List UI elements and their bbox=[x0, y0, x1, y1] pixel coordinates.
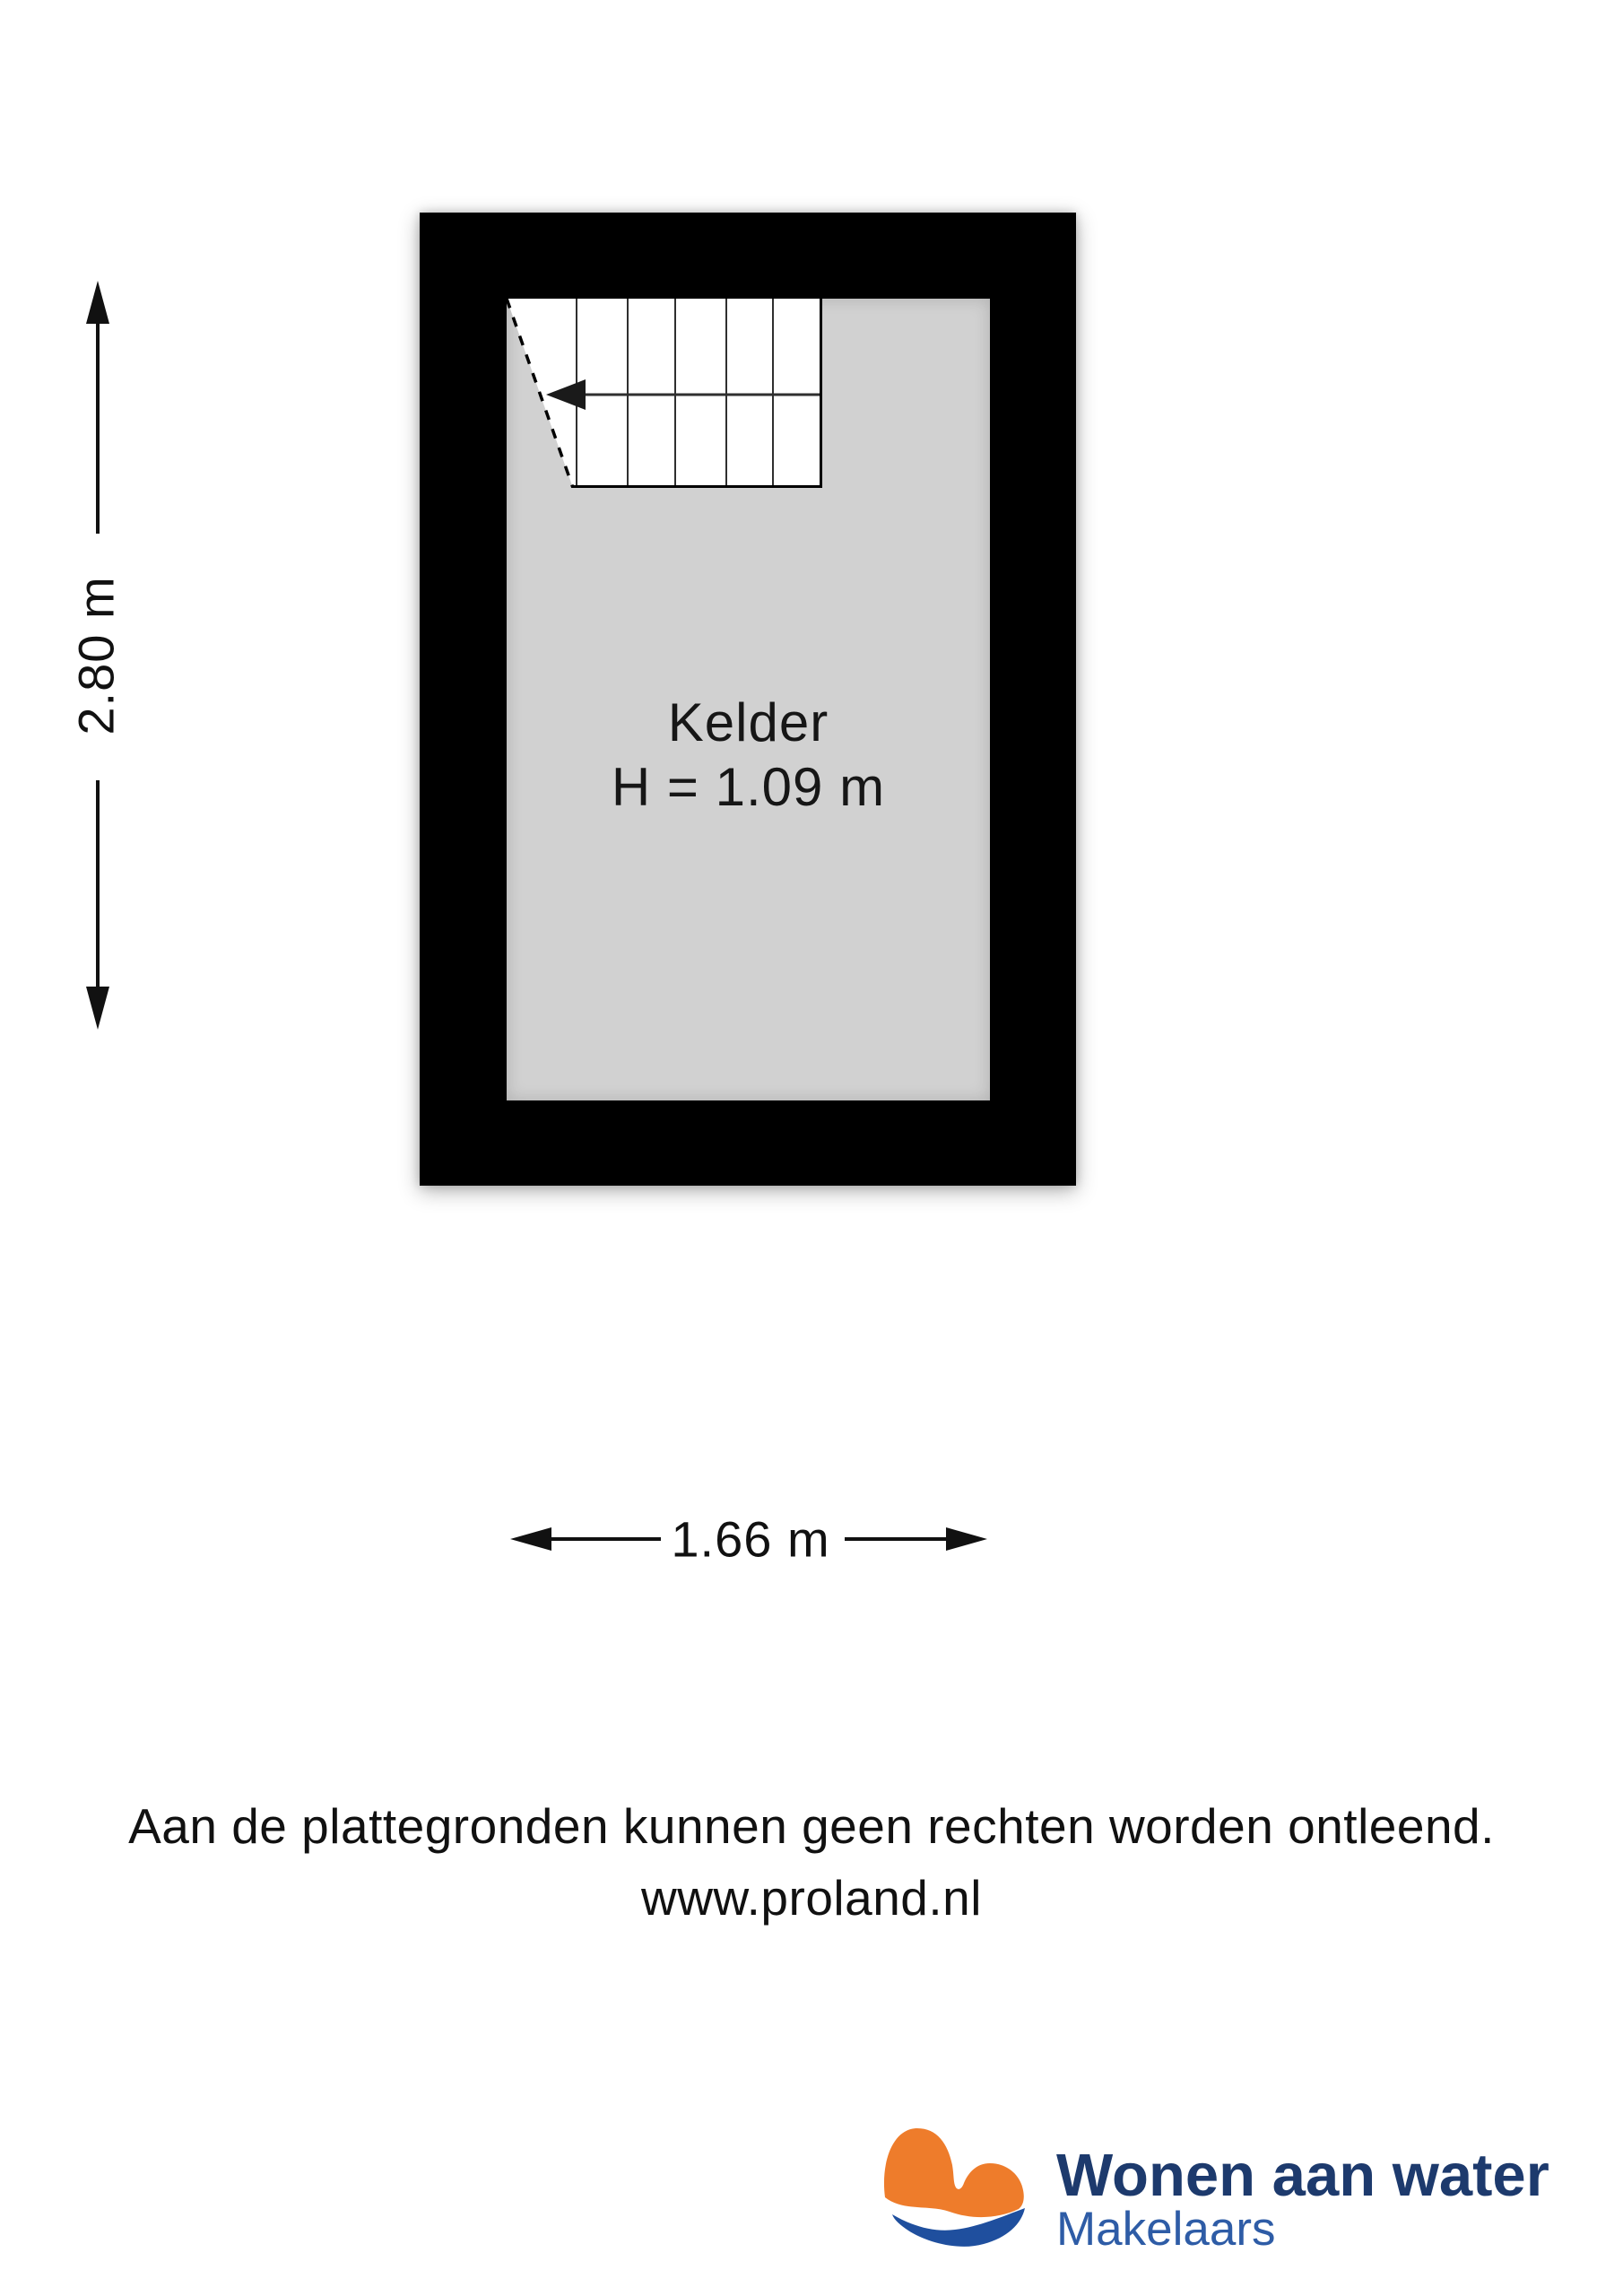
logo-brand-text: Wonen aan water bbox=[1056, 2142, 1549, 2209]
room-height: H = 1.09 m bbox=[611, 757, 886, 817]
vertical-dimension-label: 2.80 m bbox=[67, 576, 125, 735]
disclaimer bbox=[0, 1790, 1623, 1935]
stairs bbox=[507, 299, 822, 488]
horizontal-dimension-label: 1.66 m bbox=[671, 1510, 830, 1568]
logo-orange-wave bbox=[884, 2128, 1024, 2217]
arrow-down-icon bbox=[86, 987, 109, 1030]
room-label bbox=[507, 691, 990, 820]
arrow-up-icon bbox=[86, 281, 109, 324]
logo-subtitle-text: Makelaars bbox=[1056, 2203, 1276, 2256]
disclaimer-line1: Aan de plattegronden kunnen geen rechten worden ontleend. bbox=[128, 1798, 1495, 1854]
arrow-right-icon bbox=[946, 1527, 987, 1551]
wonen-aan-water-logo-icon bbox=[883, 2124, 1028, 2251]
arrow-left-icon bbox=[510, 1527, 551, 1551]
room-name: Kelder bbox=[667, 692, 829, 752]
disclaimer-website: www.proland.nl bbox=[641, 1870, 982, 1926]
